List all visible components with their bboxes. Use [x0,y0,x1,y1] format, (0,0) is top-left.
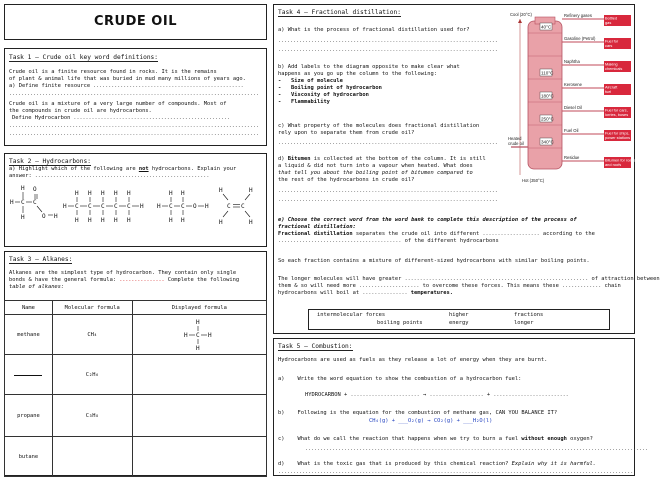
task3-heading: Task 3 – Alkanes: [9,256,73,263]
task1-line: the compounds in crude oil are hydrocarbons. [9,108,152,114]
alkane-formula: C₃H₈ [52,395,132,437]
task4-qb: b) Add labels to the diagram opposite to make clear what [278,64,460,70]
use-label: Bitumen for roads [605,157,636,163]
task4-qe: them & so will need more .................... to overcome these forces. This means these ............. chain [278,283,621,289]
answer-line[interactable]: ......................................................................... [278,197,498,203]
task3-line: Alkanes are the simplest type of hydrocarbon. They contain only single [9,270,237,276]
table-row [5,315,267,355]
use-label: Bottled [605,15,618,21]
qb-item: - Boiling point of hydrocarbon [278,85,382,91]
task4-qe: Fractional distillation separates the crude oil into different ................... according to the [278,231,595,237]
svg-text:O: O [193,203,197,210]
svg-text:H: H [181,190,185,197]
page-title: CRUDE OIL [94,14,177,29]
qb-item: - Viscosity of hydrocarbon [278,92,369,98]
use-label: Aircraft [605,84,618,90]
svg-text:C: C [114,203,118,210]
task4-qd: the rest of the hydrocarbons in crude oil? [278,177,415,183]
distillation-column-diagram [508,7,636,185]
svg-text:H: H [184,331,188,339]
word-bank [308,309,610,330]
task4-qb: happens as you go up the column to the following: [278,71,438,77]
word-equation[interactable]: HYDROCARBON + ....................... → .................. + ......................... [305,392,569,398]
svg-text:C: C [241,203,245,210]
word-bank-item[interactable]: longer [514,320,534,326]
qb-item: - Flammability [278,99,330,105]
fraction-label: Naphtha [564,59,580,64]
word-bank-item[interactable]: boiling points [377,320,423,326]
temp-label: 250°C [541,116,554,122]
temp-label: 110°C [541,70,554,76]
column-header: Displayed formula [132,301,266,315]
alkanes-table [4,300,267,477]
task5-qb: b) Following is the equation for the combustion of methane gas, CAN YOU BALANCE IT? [278,410,558,416]
title-box [4,4,267,40]
task4-qe: So each fraction contains a mixture of different-sized hydrocarbons with similar boiling points. [278,258,590,264]
svg-text:C: C [75,203,79,210]
word-bank-item[interactable]: fractions [514,312,544,318]
alkane-name: propane [5,395,53,437]
molecule-3[interactable] [157,190,209,224]
displayed-formula-cell[interactable] [132,437,266,477]
svg-text:H: H [157,203,161,210]
svg-text:H: H [10,199,14,206]
alkane-name: methane [5,315,53,355]
svg-text:H: H [63,203,67,210]
displayed-formula-cell[interactable] [132,395,266,437]
task4-qd: that tell you about the boiling point of bitumen compared to [278,170,473,176]
table-row [5,395,267,437]
temp-label: 40°C [541,24,552,30]
svg-text:C: C [21,199,25,206]
svg-text:C: C [127,203,131,210]
answer-line[interactable]: ................................................................................... [9,123,259,129]
word-bank-item[interactable]: intermolecular forces [317,312,386,318]
task4-qa: a) What is the process of fractional distillation used for? [278,27,470,33]
molecule-4[interactable] [219,187,253,226]
displayed-formula-cell[interactable] [132,355,266,395]
fraction-label: Fuel Oil [564,128,579,133]
qb-item: - Size of molecule [278,78,343,84]
fraction-label: Refinery gases [564,13,592,18]
svg-text:H: H [205,203,209,210]
svg-text:H: H [219,219,223,226]
svg-text:H: H [140,203,144,210]
balance-equation[interactable]: CH₄(g) + ___O₂(g) → CO₂(g) + ___H₂O(l) [369,418,493,424]
task5-qa: a) Write the word equation to show the combustion of a hydrocarbon fuel: [278,376,522,382]
svg-text:H: H [249,187,253,194]
use-label: Fuel for [605,38,619,44]
task2-section [4,153,267,247]
answer-line[interactable]: ......................................................................... [278,140,498,146]
task1-line: Crude oil is a finite resource found in rocks. It is the remains [9,69,217,75]
svg-text:H: H [196,344,200,352]
use-label: Fuel for ships, [605,130,630,136]
use-label: gas [605,20,612,25]
svg-text:H: H [219,187,223,194]
task4-qd: a liquid & did not turn into a vapour when heated. What does [278,163,473,169]
word-bank-item[interactable]: energy [449,320,469,326]
svg-text:H: H [54,213,58,220]
task5-qc: c) What do we call the reaction that happens when we try to burn a fuel without enough oxygen? [278,436,593,442]
svg-text:H: H [75,217,79,224]
alkane-formula: C₂H₆ [52,355,132,395]
molecule-1[interactable] [10,185,58,221]
svg-text:H: H [208,331,212,339]
use-label: chemicals [605,66,623,71]
svg-text:H: H [127,217,131,224]
task4-qe: fractional distillation: [278,224,356,230]
use-label: and roofs [605,162,622,167]
task4-qe: e) Choose the correct word from the word bank to complete this description of the process of [278,217,577,223]
task3-line: bonds & have the general formula: ............... Complete the following [9,277,240,283]
temp-label: 340°C [541,139,554,145]
svg-text:C: C [196,331,200,339]
use-label: lorries, buses [605,112,629,117]
use-label: Making [605,61,618,67]
svg-text:H: H [114,217,118,224]
svg-text:H: H [127,190,131,197]
task3-section [4,251,267,476]
svg-text:H: H [75,190,79,197]
answer-line[interactable]: ......................................................................... [278,188,498,194]
alkane-formula: CH₄ [52,315,132,355]
answer-line[interactable]: .................................................................................................................. [305,446,649,452]
svg-text:H: H [21,214,25,221]
alkane-name: butane [5,437,53,477]
fraction-label: Kerosene [564,82,582,87]
answer-line[interactable]: ......................................................................... [278,47,498,53]
task1-line: Crude oil is a mixture of a very large number of compounds. Most of [9,101,227,107]
svg-text:H: H [249,219,253,226]
answer-line[interactable]: ...................................................................................................................... [278,469,634,475]
task1-line: of plant & animal life that was buried in mud many millions of years ago. [9,76,246,82]
temp-label: 180°C [541,93,554,99]
molecule-diagrams [7,182,265,234]
task5-intro: Hydrocarbons are used as fuels as they release a lot of energy when they are burnt. [278,357,548,363]
table-row [5,355,267,395]
svg-text:H: H [88,190,92,197]
input-label: Heated crude oil [508,136,524,146]
task2-heading: Task 2 – Hydrocarbons: [9,158,91,165]
task1-prompt-b: Define Hydrocarbon .................................................... [12,115,230,121]
fraction-label: Residue [564,155,580,160]
svg-text:C: C [169,203,173,210]
molecule-2[interactable] [63,190,144,224]
fraction-label: Diesel Oil [564,105,582,110]
alkane-formula-blank[interactable] [52,437,132,477]
svg-text:H: H [21,185,25,192]
use-label: fuel [605,89,612,94]
word-bank-item[interactable]: higher [449,312,469,318]
bottom-temp-label: Hot (350°C) [522,178,545,183]
svg-text:C: C [88,203,92,210]
svg-text:O: O [42,213,46,220]
answer-line[interactable]: ......................................................................... [278,38,498,44]
svg-text:H: H [169,217,173,224]
svg-text:C: C [33,199,37,206]
column-header: Name [5,301,53,315]
task4-section [273,4,660,334]
displayed-formula-cell[interactable] [132,315,266,355]
task5-section [273,338,649,476]
use-label: power stations [605,135,631,140]
svg-text:C: C [227,203,231,210]
task5-qd: d) What is the toxic gas that is produced by this chemical reaction? Explain why it is harmful. [278,461,597,467]
alkane-name-blank[interactable] [5,355,53,395]
task4-qe: ......................................... of the different hydrocarbons [278,238,499,244]
use-label: cars [605,43,613,48]
task1-section [4,48,267,146]
task4-qc: rely upon to separate them from crude oil? [278,130,415,136]
answer-line[interactable]: ................................................................................... [9,131,259,137]
svg-text:H: H [101,190,105,197]
svg-text:H: H [169,190,173,197]
svg-text:C: C [181,203,185,210]
task2-question: answer: .......................................................... [9,173,210,179]
svg-text:C: C [101,203,105,210]
task4-qe: hydrocarbons will boil at ............... temperatures. [278,290,453,296]
fraction-label: Gasoline (Petrol) [564,36,596,41]
table-row [5,437,267,477]
task5-heading: Task 5 – Combustion: [278,343,353,350]
svg-text:H: H [181,217,185,224]
task4-qd: d) Bitumen is collected at the bottom of the column. It is still [278,156,486,162]
svg-text:O: O [33,186,37,193]
answer-line[interactable]: ................................................................................... [9,91,259,97]
methane-displayed-formula [179,317,219,351]
svg-text:H: H [88,217,92,224]
task3-line: table of alkanes: [9,284,65,290]
task4-qe: The longer molecules will have greater ............................................................. of attraction between [278,276,660,282]
svg-text:H: H [101,217,105,224]
task2-question: a) Highlight which of the following are not hydrocarbons. Explain your [9,166,237,172]
column-header: Molecular formula [52,301,132,315]
svg-text:H: H [196,318,200,326]
task4-qc: c) What property of the molecules does fractional distillation [278,123,480,129]
task1-prompt-a: a) Define finite resource .................................................. [9,83,244,89]
svg-text:H: H [114,190,118,197]
use-label: Fuel for cars, [605,107,628,113]
task1-heading: Task 1 – Crude oil key word definitions: [9,54,159,61]
task4-heading: Task 4 – Fractional distillation: [278,9,401,16]
top-temp-label: Cool (20°C) [510,12,532,17]
